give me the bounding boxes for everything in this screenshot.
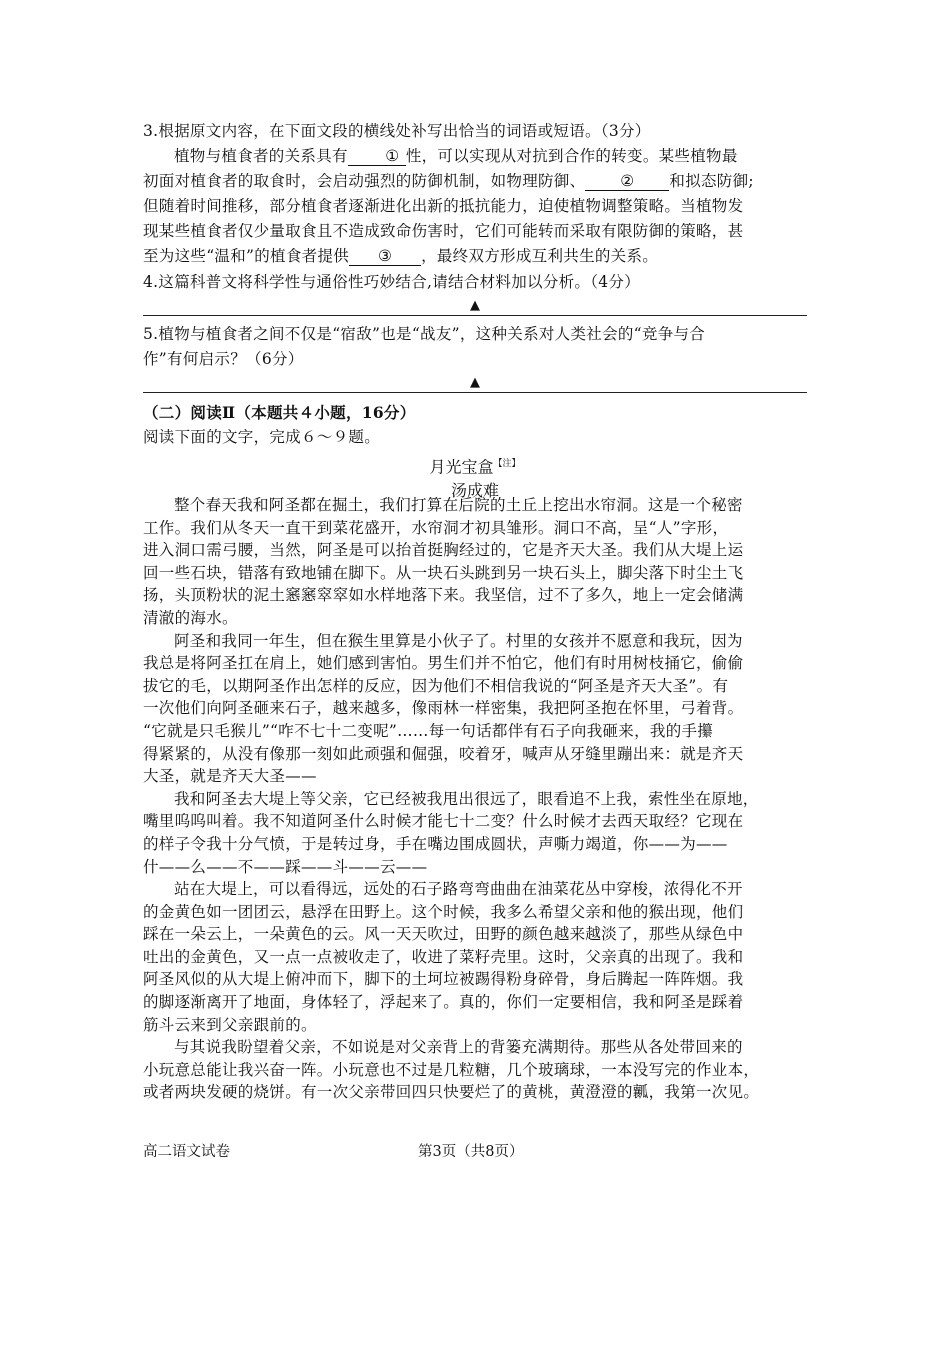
q3-text: ，最终双方形成互利共生的关系。 xyxy=(421,247,659,265)
story-line: 或者两块发硬的烧饼。有一次父亲带回四只快要烂了的黄桃，黄澄澄的瓤，我第一次见。 xyxy=(143,1083,760,1102)
answer-line-q5[interactable] xyxy=(143,392,807,393)
q3-text: 性，可以实现从对抗到合作的转变。某些植物最 xyxy=(405,147,738,165)
story-line: 什——么——不——踩——斗——云—— xyxy=(143,857,428,876)
story-body xyxy=(143,494,807,1104)
q4-stem: 4.这篇科普文将科学性与通俗性巧妙结合,请结合材料加以分析。（4分） xyxy=(143,273,641,291)
question-4 xyxy=(143,270,807,316)
answer-mark-q5: ▲ xyxy=(470,375,480,390)
question-3 xyxy=(143,119,807,269)
story-line: 清澈的海水。 xyxy=(143,608,238,627)
q3-text: 植物与植食者的关系具有 xyxy=(174,147,348,165)
story-line: 阿圣和我同一年生，但在猴生里算是小伙子了。村里的女孩并不愿意和我玩，因为 xyxy=(174,631,743,650)
story-title-text: 月光宝盒 xyxy=(429,457,494,477)
story-line: 嘴里呜呜叫着。我不知道阿圣什么时候才能七十二变？什么时候才去西天取经？它现在 xyxy=(143,812,744,831)
story-line: 小玩意总能让我兴奋一阵。小玩意也不过是几粒糖，几个玻璃球，一本没写完的作业本， xyxy=(143,1060,760,1079)
footer-page-number: 第3页（共8页） xyxy=(418,1144,524,1160)
story-line: 大圣，就是齐天大圣—— xyxy=(143,767,317,786)
q3-line-2 xyxy=(143,169,807,194)
story-line: 阿圣风似的从大堤上俯冲而下，脚下的土坷垃被踢得粉身碎骨，身后腾起一阵阵烟。我 xyxy=(143,970,744,989)
section-2-instruction: 阅读下面的文字，完成６～９题。 xyxy=(143,428,381,446)
q3-line-4: 现某些植食者仅少量取食且不造成致命伤害时，它们可能转而采取有限防御的策略，甚 xyxy=(143,222,744,240)
question-5 xyxy=(143,322,807,393)
q3-line-5 xyxy=(143,244,807,269)
story-line: 筋斗云来到父亲跟前的。 xyxy=(143,1015,317,1034)
story-line: 扬，头顶粉状的泥土窸窸窣窣如水样地落下来。我坚信，过不了多久，地上一定会储满 xyxy=(143,586,744,605)
story-line: 回一些石块，错落有致地铺在脚下。从一块石头跳到另一块石头上，脚尖落下时尘土飞 xyxy=(143,563,744,582)
story-line: 整个春天我和阿圣都在掘土，我们打算在后院的土丘上挖出水帘洞。这是一个秘密 xyxy=(174,496,743,514)
story-line: 踩在一朵云上，一朵黄色的云。风一天天吹过，田野的颜色越来越淡了，那些从绿色中 xyxy=(143,925,744,944)
story-line: 与其说我盼望着父亲，不如说是对父亲背上的背篓充满期待。那些从各处带回来的 xyxy=(174,1038,743,1057)
story-line: 工作。我们从冬天一直干到菜花盛开，水帘洞才初具雏形。洞口不高，呈“人”字形， xyxy=(143,518,729,537)
answer-mark-q4: ▲ xyxy=(470,298,480,313)
section-2 xyxy=(143,400,807,503)
q3-text: 和拟态防御; xyxy=(669,172,754,190)
story-line: 我和阿圣去大堤上等父亲，它已经被我甩出很远了，眼看追不上我，索性坐在原地， xyxy=(174,789,759,808)
q3-line-1 xyxy=(143,144,807,169)
story-line: 的脚逐渐离开了地面，身体轻了，浮起来了。真的，你们一定要相信，我和阿圣是踩着 xyxy=(143,993,744,1012)
story-line: 站在大堤上，可以看得远，远处的石子路弯弯曲曲在油菜花丛中穿梭，浓得化不开 xyxy=(174,880,743,899)
q5-line-1: 5.植物与植食者之间不仅是“宿敌”也是“战友”，这种关系对人类社会的“竞争与合 xyxy=(143,325,706,343)
story-line: 得紧紧的，从没有像那一刻如此顽强和倔强，咬着牙，喊声从牙缝里蹦出来：就是齐天 xyxy=(143,744,744,763)
story-line: “它就是只毛猴儿”“咋不七十二变呢”……每一句话都伴有石子向我砸来，我的手攥 xyxy=(143,721,714,740)
story-line: 吐出的金黄色，又一点一点被收走了，收进了菜籽壳里。这时，父亲真的出现了。我和 xyxy=(143,947,744,966)
q3-text: 至为这些“温和”的植食者提供 xyxy=(143,247,350,265)
q3-text: 初面对植食者的取食时，会启动强烈的防御机制，如物理防御、 xyxy=(143,172,586,190)
story-line: 一次他们向阿圣砸来石子，越来越多，像雨林一样密集，我把阿圣抱在怀里，弓着背。 xyxy=(143,699,744,718)
story-title xyxy=(143,452,807,479)
q3-line-3: 但随着时间推移，部分植食者逐渐进化出新的抵抗能力，迫使植物调整策略。当植物发 xyxy=(143,197,744,215)
story-line: 的样子令我十分气愤，于是转过身，手在嘴边围成圆状，声嘶力竭道，你——为—— xyxy=(143,834,728,853)
q3-blank-2[interactable]: ② xyxy=(585,172,669,191)
section-2-heading: （二）阅读Ⅱ（本题共４小题，16分） xyxy=(143,403,416,422)
answer-line-q4[interactable] xyxy=(143,315,807,316)
q3-stem: 3.根据原文内容，在下面文段的横线处补写出恰当的词语或短语。（3分） xyxy=(143,122,651,140)
story-line: 拔它的毛，以期阿圣作出怎样的反应，因为他们不相信我说的“阿圣是齐天大圣”。有 xyxy=(143,676,729,695)
note-marker: 【注】 xyxy=(493,459,521,469)
q3-blank-3[interactable]: ③ xyxy=(349,247,421,266)
story-line: 进入洞口需弓腰，当然，阿圣是可以抬首挺胸经过的，它是齐天大圣。我们从大堤上运 xyxy=(143,541,744,560)
story-author: 汤成难 xyxy=(450,481,499,501)
story-line: 我总是将阿圣扛在肩上，她们感到害怕。男生们并不怕它，他们有时用树枝捅它，偷偷 xyxy=(143,654,744,673)
q5-line-2: 作”有何启示？（6分） xyxy=(143,350,304,368)
footer-exam-name: 高二语文试卷 xyxy=(143,1144,230,1160)
q3-blank-1[interactable]: ① xyxy=(348,147,406,166)
story-line: 的金黄色如一团团云，悬浮在田野上。这个时候，我多么希望父亲和他的猴出现，他们 xyxy=(143,902,744,921)
